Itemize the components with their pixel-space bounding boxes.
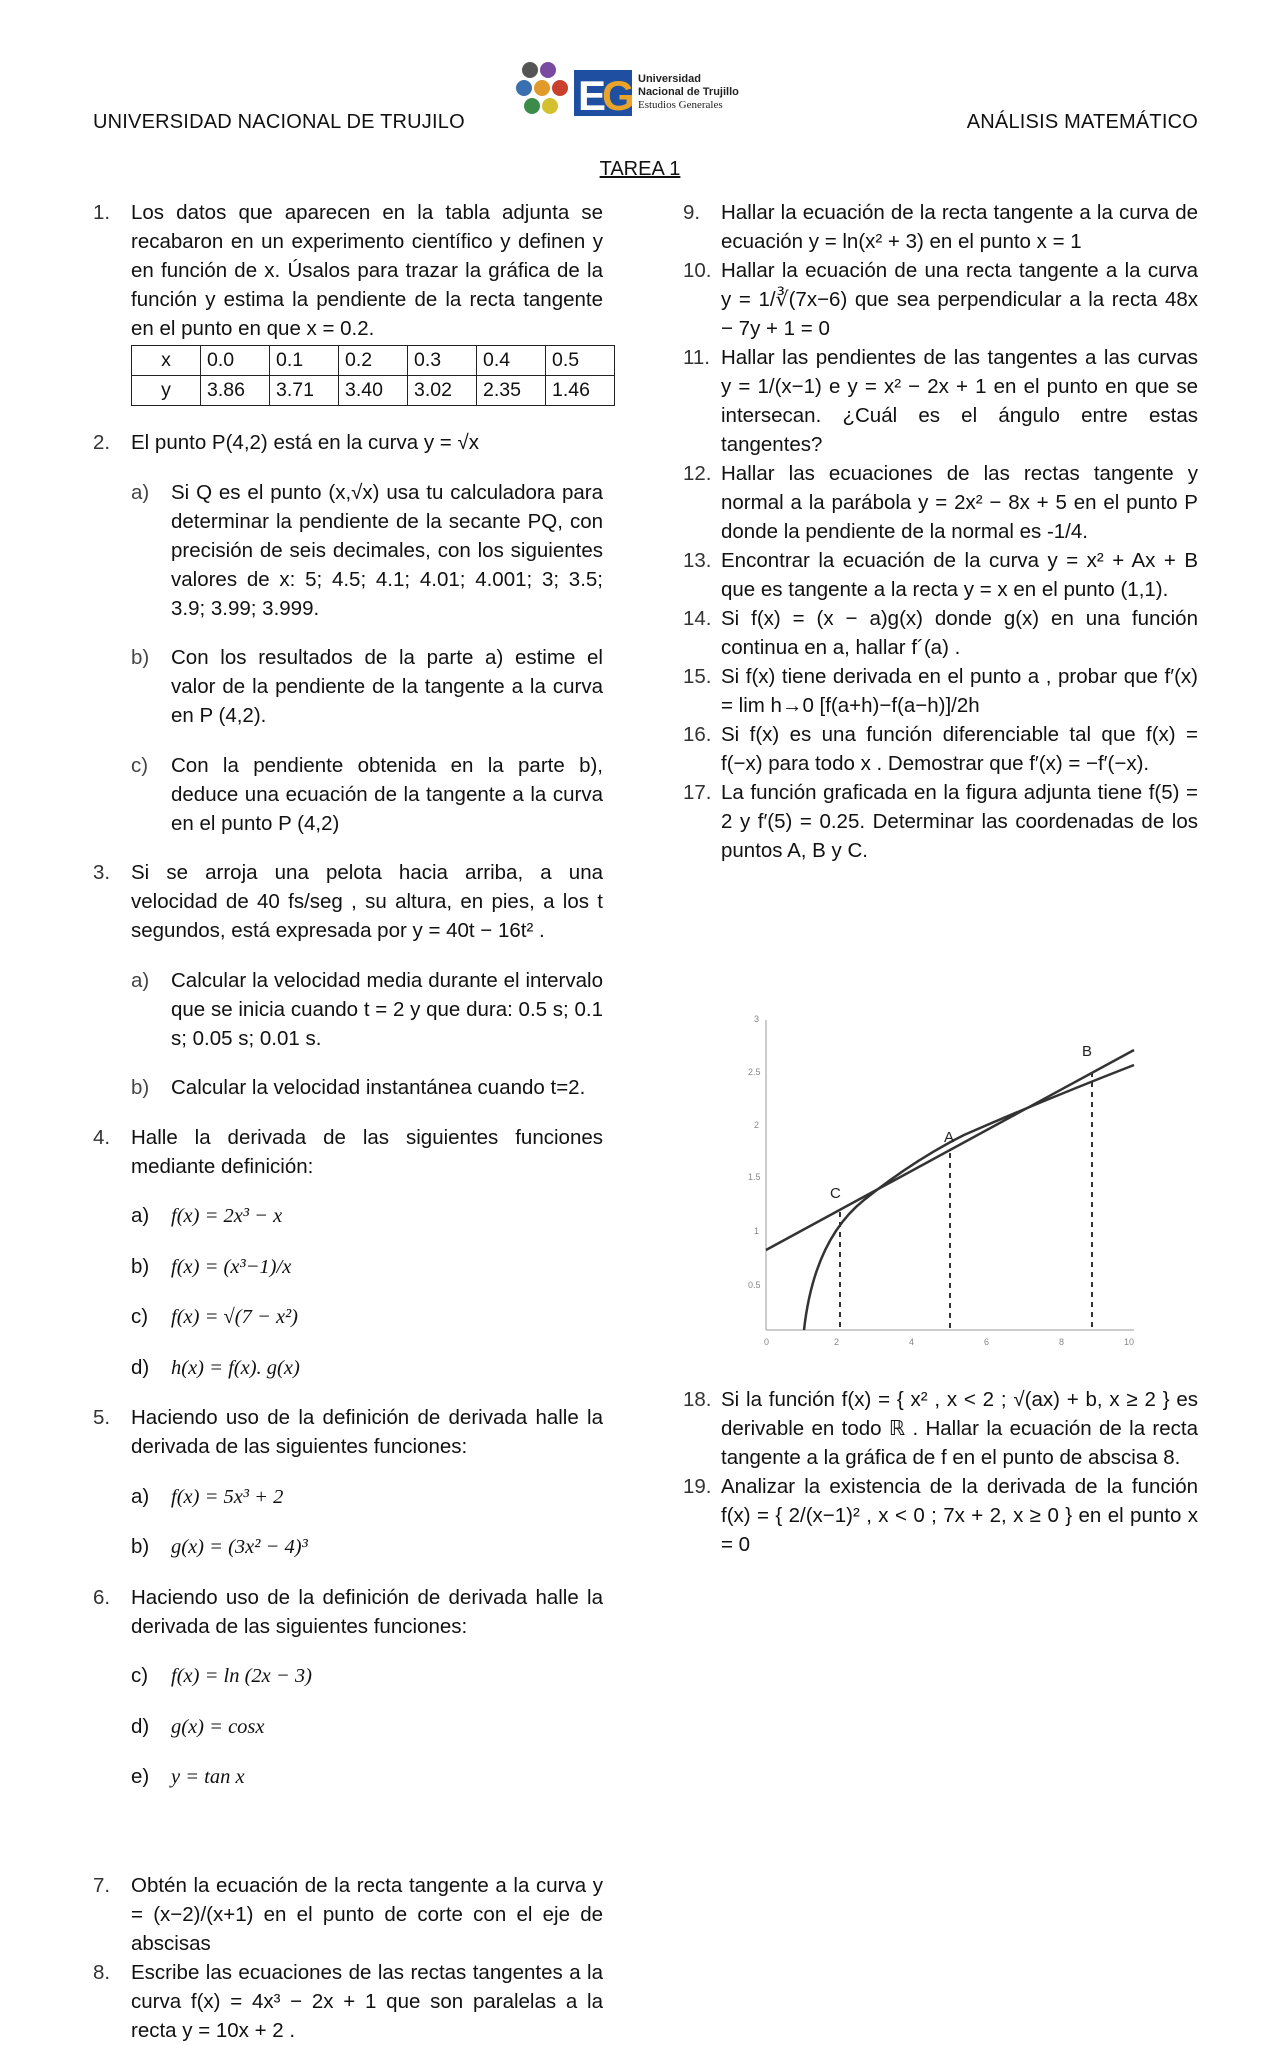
- problem-19: 19. Analizar la existencia de la derivada de la función f(x) = { 2/(x−1)² , x < 0 ; 7x + 2, x ≥ 0 } en el punto x = 0: [683, 1475, 1198, 1556]
- problem-3a: a) Calcular la velocidad media durante el intervalo que se inicia cuando t = 2 y que dura: 0.5 s; 0.1 s; 0.05 s; 0.01 s.: [131, 968, 603, 1050]
- table-row: y 3.86 3.71 3.40 3.02 2.35 1.46: [132, 376, 615, 406]
- x-tick: 6: [984, 1337, 990, 1347]
- problem-4: 4. Halle la derivada de las siguientes funciones mediante definición:: [93, 1125, 603, 1178]
- point-label-a: A: [944, 1129, 955, 1146]
- x-tick: 0: [764, 1337, 770, 1347]
- problem-2: 2. El punto P(4,2) está en la curva y = √x: [93, 431, 479, 454]
- right-column: [683, 198, 1198, 865]
- problem-3b: b) Calcular la velocidad instantánea cuando t=2.: [131, 1076, 586, 1099]
- problem-6c: c) f(x) = ln (2x − 3): [131, 1664, 312, 1687]
- svg-text:G: G: [602, 72, 635, 119]
- y-tick: 2: [754, 1120, 760, 1130]
- university-logo: [516, 60, 776, 130]
- logo-line-3: Estudios Generales: [638, 99, 723, 111]
- problem-13: 13. Encontrar la ecuación de la curva y = x² + Ax + B que es tangente a la recta y = x en el punto (1,1).: [683, 549, 1198, 601]
- problem-8: 8. Escribe las ecuaciones de las rectas tangentes a la curva f(x) = 4x³ − 2x + 1 que son paralelas a la recta y = 10x + 2 .: [93, 1960, 603, 2042]
- curve-f: [804, 1065, 1134, 1330]
- x-tick: 8: [1059, 1337, 1065, 1347]
- y-tick: 1.5: [748, 1172, 761, 1182]
- tangent-line: [766, 1050, 1134, 1250]
- point-label-c: C: [830, 1185, 841, 1202]
- problem-4c: c) f(x) = √(7 − x²): [131, 1305, 299, 1328]
- problem-2a: a) Si Q es el punto (x,√x) usa tu calculadora para determinar la pendiente de la secante PQ, con precisión de seis decimales, con los siguientes valores de x: 5; 4.5; 4.1; 4.01; 4.001; 3; 3.5; 3.9; 3.99; 3.999.: [131, 480, 603, 620]
- right-column-bottom: [683, 1385, 1198, 1559]
- problem-4a: a) f(x) = 2x³ − x: [131, 1204, 283, 1227]
- problem-10: 10. Hallar la ecuación de una recta tangente a la curva y = 1/∛(7x−6) que sea perpendicular a la recta 48x − 7y + 1 = 0: [683, 259, 1198, 340]
- problem-14: 14. Si f(x) = (x − a)g(x) donde g(x) en una función continua en a, hallar f´(a) .: [683, 607, 1198, 659]
- x-tick: 10: [1124, 1337, 1135, 1347]
- y-tick: 1: [754, 1226, 760, 1236]
- problem-4b: b) f(x) = (x³−1)/x: [131, 1254, 292, 1278]
- problem-3: 3. Si se arroja una pelota hacia arriba, a una velocidad de 40 fs/seg , su altura, en pies, a los t segundos, está expresada por y = 40t − 16t² .: [93, 861, 603, 942]
- problem-9: 9. Hallar la ecuación de la recta tangente a la curva de ecuación y = ln(x² + 3) en el punto x = 1: [683, 201, 1198, 253]
- data-table: [131, 345, 615, 406]
- problem-4d: d) h(x) = f(x). g(x): [131, 1355, 300, 1379]
- x-tick: 2: [834, 1337, 840, 1347]
- problem-17: 17. La función graficada en la figura adjunta tiene f(5) = 2 y f′(5) = 0.25. Determinar las coordenadas de los puntos A, B y C.: [683, 781, 1198, 862]
- problem-6e: e) y = tan x: [131, 1765, 245, 1788]
- problem-18: 18. Si la función f(x) = { x² , x < 2 ; √(ax) + b, x ≥ 2 } es derivable en todo ℝ . Hallar la ecuación de la recta tangente a la gráfica de f en el punto de abscisa 8.: [683, 1388, 1198, 1469]
- problem-5: 5. Haciendo uso de la definición de derivada halle la derivada de las siguientes funciones:: [93, 1406, 603, 1458]
- header-university: UNIVERSIDAD NACIONAL DE TRUJILO: [93, 111, 465, 133]
- x-tick: 4: [909, 1337, 915, 1347]
- point-label-b: B: [1082, 1043, 1093, 1060]
- problem-2c: c) Con la pendiente obtenida en la parte b), deduce una ecuación de la tangente a la curva en el punto P (4,2): [131, 753, 603, 835]
- y-tick: 3: [754, 1014, 760, 1024]
- left-column: [93, 198, 603, 2045]
- logo-line-2: Nacional de Trujillo: [638, 86, 739, 98]
- problem-16: 16. Si f(x) es una función diferenciable tal que f(x) = f(−x) para todo x . Demostrar que f′(x) = −f′(−x).: [683, 723, 1198, 775]
- y-tick: 0.5: [748, 1280, 761, 1290]
- problem-5a: a) f(x) = 5x³ + 2: [131, 1484, 284, 1508]
- problem-12: 12. Hallar las ecuaciones de las rectas tangente y normal a la parábola y = 2x² − 8x + 5 en el punto P donde la pendiente de la normal es -1/4.: [683, 462, 1198, 543]
- problem-2b: b) Con los resultados de la parte a) estime el valor de la pendiente de la tangente a la curva en P (4,2).: [131, 646, 603, 727]
- problem-15: 15. Si f(x) tiene derivada en el punto a , probar que f′(x) = lim h→0 [f(a+h)−f(a−h)]/2h: [683, 665, 1198, 717]
- problem-6: 6. Haciendo uso de la definición de derivada halle la derivada de las siguientes funciones:: [93, 1585, 603, 1638]
- header-course: ANÁLISIS MATEMÁTICO: [966, 111, 1198, 133]
- problem-5b: b) g(x) = (3x² − 4)³: [131, 1535, 308, 1558]
- problem-6d: d) g(x) = cosx: [131, 1714, 265, 1738]
- logo-line-1: Universidad: [638, 73, 701, 85]
- page-title: TAREA 1: [599, 158, 681, 180]
- tangent-graph: [714, 1000, 1154, 1360]
- problem-1: 1. Los datos que aparecen en la tabla adjunta se recabaron en un experimento científico y definen y en función de x. Úsalos para trazar la gráfica de la función y estima la pendiente de la recta tangente en el punto en que x = 0.2.: [93, 201, 603, 340]
- problem-7: 7. Obtén la ecuación de la recta tangente a la curva y = (x−2)/(x+1) en el punto de corte con el eje de abscisas: [93, 1873, 603, 1955]
- y-tick: 2.5: [748, 1067, 761, 1077]
- table-row: x 0.0 0.1 0.2 0.3 0.4 0.5: [132, 346, 615, 376]
- problem-11: 11. Hallar las pendientes de las tangentes a las curvas y = 1/(x−1) e y = x² − 2x + 1 en el punto en que se intersecan. ¿Cuál es el ángulo entre estas tangentes?: [683, 346, 1198, 456]
- svg-text:E: E: [578, 72, 607, 119]
